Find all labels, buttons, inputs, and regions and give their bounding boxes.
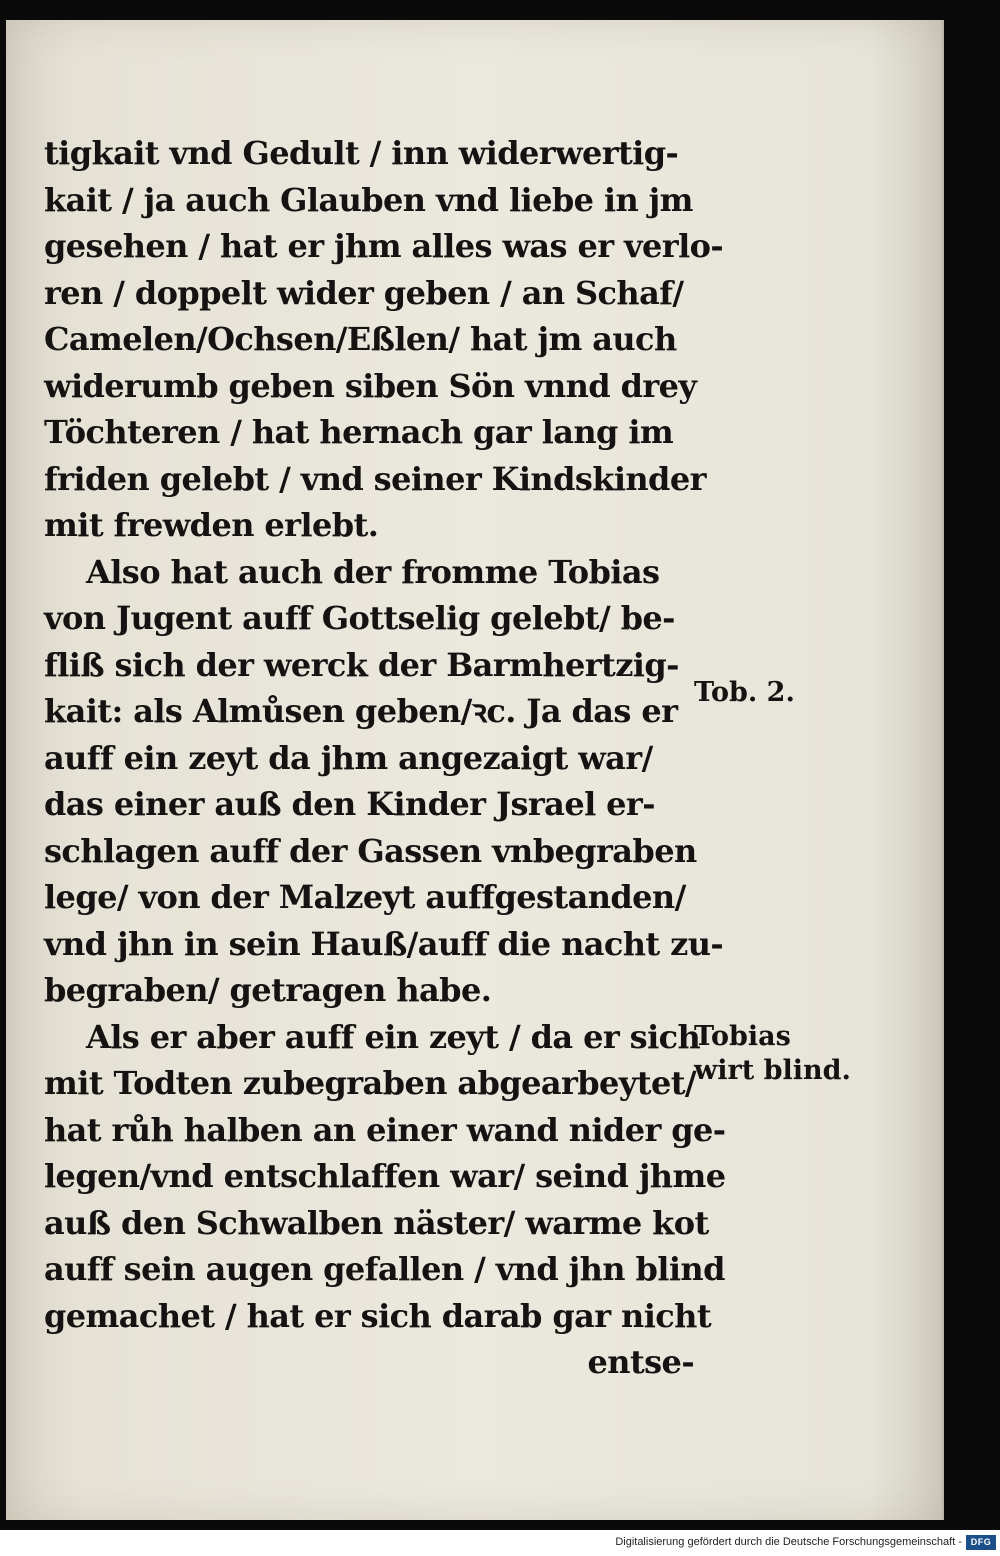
text-line: lege/ von der Malzeyt auffgestanden/ [44, 878, 686, 916]
digitization-footer [0, 1530, 1000, 1556]
text-line: ren / doppelt wider geben / an Schaf/ [44, 273, 684, 312]
text-line: Camelen/Ochsen/Eßlen/ hat jm auch [44, 320, 677, 358]
text-line: auff sein augen gefallen / vnd jhn blind [44, 1250, 725, 1288]
marginal-note-heading [694, 1020, 851, 1088]
text-line: mit Todten zubegraben abgearbeytet/ [44, 1064, 697, 1102]
text-line: auff ein zeyt da jhm angezaigt war/ [44, 738, 653, 777]
text-line: mit frewden erlebt. [44, 506, 379, 544]
marginal-note-text: wirt blind. [694, 1055, 851, 1086]
text-line: gesehen / hat er jhm alles was er verlo- [44, 227, 724, 265]
marginal-note-text: Tob. 2. [694, 677, 795, 708]
text-line: gemachet / hat er sich darab gar nicht [44, 1296, 712, 1335]
marginal-note-reference [694, 676, 795, 710]
text-line: das einer auß den Kinder Jsrael er- [44, 785, 655, 823]
catchword: entse- [587, 1343, 694, 1381]
dfg-logo-icon: DFG [966, 1535, 996, 1550]
marginal-note-text: Tobias [694, 1021, 791, 1052]
text-line: widerumb geben siben Sön vnnd drey [44, 366, 697, 405]
text-line: kait / ja auch Glauben vnd liebe in jm [44, 180, 693, 219]
text-line: schlagen auff der Gassen vnbegraben [44, 831, 697, 870]
text-line: von Jugent auff Gottselig gelebt/ be- [44, 599, 675, 637]
funding-credit: Digitalisierung gefördert durch die Deutsche Forschungsgemeinschaft - [615, 1536, 962, 1548]
text-line: begraben/ getragen habe. [44, 971, 492, 1009]
text-line: friden gelebt / vnd seiner Kindskinder [44, 459, 706, 498]
text-line: hat růh halben an einer wand nider ge- [44, 1110, 726, 1149]
text-line: legen/vnd entschlaffen war/ seind jhme [44, 1157, 726, 1195]
text-line: Töchteren / hat hernach gar lang im [44, 413, 674, 451]
main-text-block [44, 130, 726, 1386]
text-line: vnd jhn in sein Hauß/auff die nacht zu- [44, 924, 724, 963]
book-page [6, 20, 944, 1520]
paragraph-start-line: Also hat auch der fromme Tobias [86, 552, 660, 591]
paragraph-start-line: Als er aber auff ein zeyt / da er sich [86, 1017, 701, 1056]
text-line: auß den Schwalben näster/ warme kot [44, 1203, 709, 1242]
text-line: kait: als Almůsen geben/ꝛc. Ja das er [44, 692, 678, 730]
text-line: fliß sich der werck der Barmhertzig- [44, 645, 679, 684]
text-line: tigkait vnd Gedult / inn widerwertig- [44, 134, 679, 172]
